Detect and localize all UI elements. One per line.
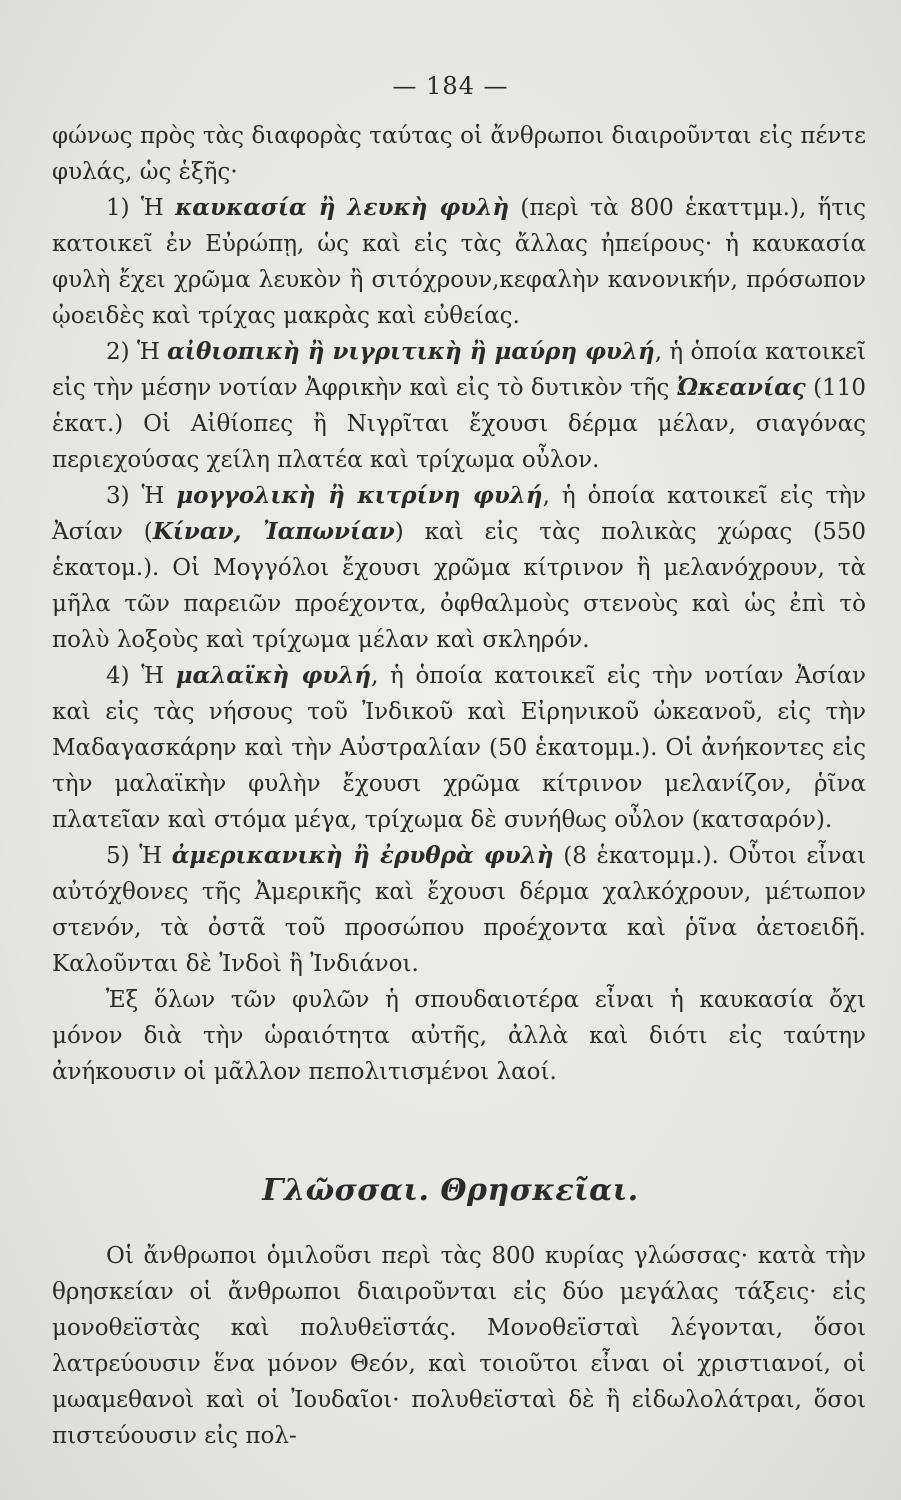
section-body — [52, 1238, 866, 1454]
race-paragraph-1 — [52, 190, 866, 334]
section-paragraph: Οἱ ἄνθρωποι ὁμιλοῦσι περὶ τὰς 800 κυρίας γλώσσας· κατὰ τὴν θρησκείαν οἱ ἄνθρωποι διαιροῦνται εἰς δύο μεγάλας τάξεις· εἰς μονοθεϊστὰς καὶ πολυθεϊστάς. Μονοθεϊσταὶ λέγονται, ὅσοι λατρεύουσιν ἕνα μόνον Θεόν, καὶ τοιοῦτοι εἶναι οἱ χριστιανοί, οἱ μωαμεθανοὶ καὶ οἱ Ἰουδαῖοι· πολυθεϊσταὶ δὲ ἢ εἰδωλολάτραι, ὅσοι πιστεύουσιν εἰς πολ- — [52, 1243, 866, 1449]
race-description: (περὶ τὰ 800 ἑκαττμμ.), ἥτις κατοικεῖ ἐν Εὐρώπῃ, ὡς καὶ εἰς τὰς ἄλλας ἠπείρους· ἡ καυκασία φυλὴ ἔχει χρῶμα λευκὸν ἢ σιτόχρουν,κεφαλὴν κανονικήν, πρόσωπον ᾠοειδὲς καὶ τρίχας μακρὰς καὶ εὐθείας. — [52, 195, 866, 329]
race-description: , ἡ ὁποία κατοικεῖ εἰς τὴν Ἀσίαν ( — [52, 483, 866, 545]
race-description-cont: (110 ἑκατ.) Οἱ Αἰθίοπες ἢ Νιγρῖται ἔχουσι δέρμα μέλαν, σιαγόνας περιεχούσας χείλη πλατέα καὶ τρίχωμα οὖλον. — [52, 375, 867, 473]
conclusion-paragraph: Ἐξ ὅλων τῶν φυλῶν ἡ σπουδαιοτέρα εἶναι ἡ καυκασία ὄχι μόνον διὰ τὴν ὡραιότητα αὐτῆς, ἀλλὰ καὶ διότι εἰς ταύτην ἀνήκουσιν οἱ μᾶλλον πεπολιτισμένοι λαοί. — [52, 987, 866, 1085]
race-name: μογγολικὴ ἢ κιτρίνη φυλή — [176, 482, 543, 509]
race-name: μαλαϊκὴ φυλή — [175, 662, 372, 689]
race-paragraph-4 — [52, 658, 866, 838]
race-number: 3) Ἡ — [106, 483, 177, 509]
race-number: 2) Ἡ — [106, 339, 168, 365]
race-name: καυκασία ἢ λευκὴ φυλὴ — [175, 194, 510, 221]
race-number: 5) Ἡ — [106, 843, 172, 869]
race-paragraph-3 — [52, 478, 866, 658]
section-heading: Γλῶσσαι. Θρησκεῖαι. — [262, 1173, 639, 1208]
body-text — [52, 118, 866, 1090]
race-description: , ἡ ὁποία κατοικεῖ εἰς τὴν νοτίαν Ἀσίαν καὶ εἰς τὰς νήσους τοῦ Ἰνδικοῦ καὶ Εἰρηνικοῦ ὠκεανοῦ, εἰς τὴν Μαδαγασκάρην καὶ τὴν Αὐστραλίαν (50 ἑκατομμ.). Οἱ ἀνήκοντες εἰς τὴν μαλαϊκὴν φυλὴν ἔχουσι χρῶμα κίτρινον μελανίζον, ῥῖνα πλατεῖαν καὶ στόμα μέγα, τρίχωμα δὲ συνήθως οὖλον (κατσαρόν). — [52, 663, 866, 833]
race-name: αἰθιοπικὴ ἢ νιγριτικὴ ἢ μαύρη φυλή — [167, 338, 655, 365]
intro-paragraph: φώνως πρὸς τὰς διαφορὰς ταύτας οἱ ἄνθρωποι διαιροῦνται εἰς πέντε φυλάς, ὡς ἑξῆς· — [52, 123, 866, 185]
race-number: 1) Ἡ — [106, 195, 176, 221]
race-paragraph-2 — [52, 334, 866, 478]
race-description-cont: ) καὶ εἰς τὰς πολικὰς χώρας (550 ἑκατομ.). Οἱ Μογγόλοι ἔχουσι χρῶμα κίτρινον ἢ μελανόχρουν, τὰ μῆλα τῶν παρειῶν προέχοντα, ὀφθαλμοὺς στενοὺς καὶ ὡς ἐπὶ τὸ πολὺ λοξοὺς καὶ τρίχωμα μέλαν καὶ σκληρόν. — [52, 519, 866, 653]
race-description: (8 ἑκατομμ.). Οὗτοι εἶναι αὐτόχθονες τῆς Ἀμερικῆς καὶ ἔχουσι δέρμα χαλκόχρουν, μέτωπον στενόν, τὰ ὀστᾶ τοῦ προσώπου προέχοντα καὶ ῥῖνα ἀετοειδῆ. Καλοῦνται δὲ Ἰνδοὶ ἢ Ἰνδιάνοι. — [52, 843, 866, 977]
region-name: Ὠκεανίας — [676, 374, 806, 401]
race-description: , ἡ ὁποία κατοικεῖ εἰς τὴν μέσην νοτίαν Ἀφρικὴν καὶ εἰς τὸ δυτικὸν τῆς — [52, 339, 866, 401]
race-paragraph-5 — [52, 838, 866, 982]
race-number: 4) Ἡ — [106, 663, 176, 689]
page-number: — 184 — — [392, 72, 509, 100]
region-name: Κίναν, Ἰαπωνίαν — [152, 518, 395, 545]
race-name: ἀμερικανικὴ ἢ ἐρυθρὰ φυλὴ — [171, 842, 554, 869]
